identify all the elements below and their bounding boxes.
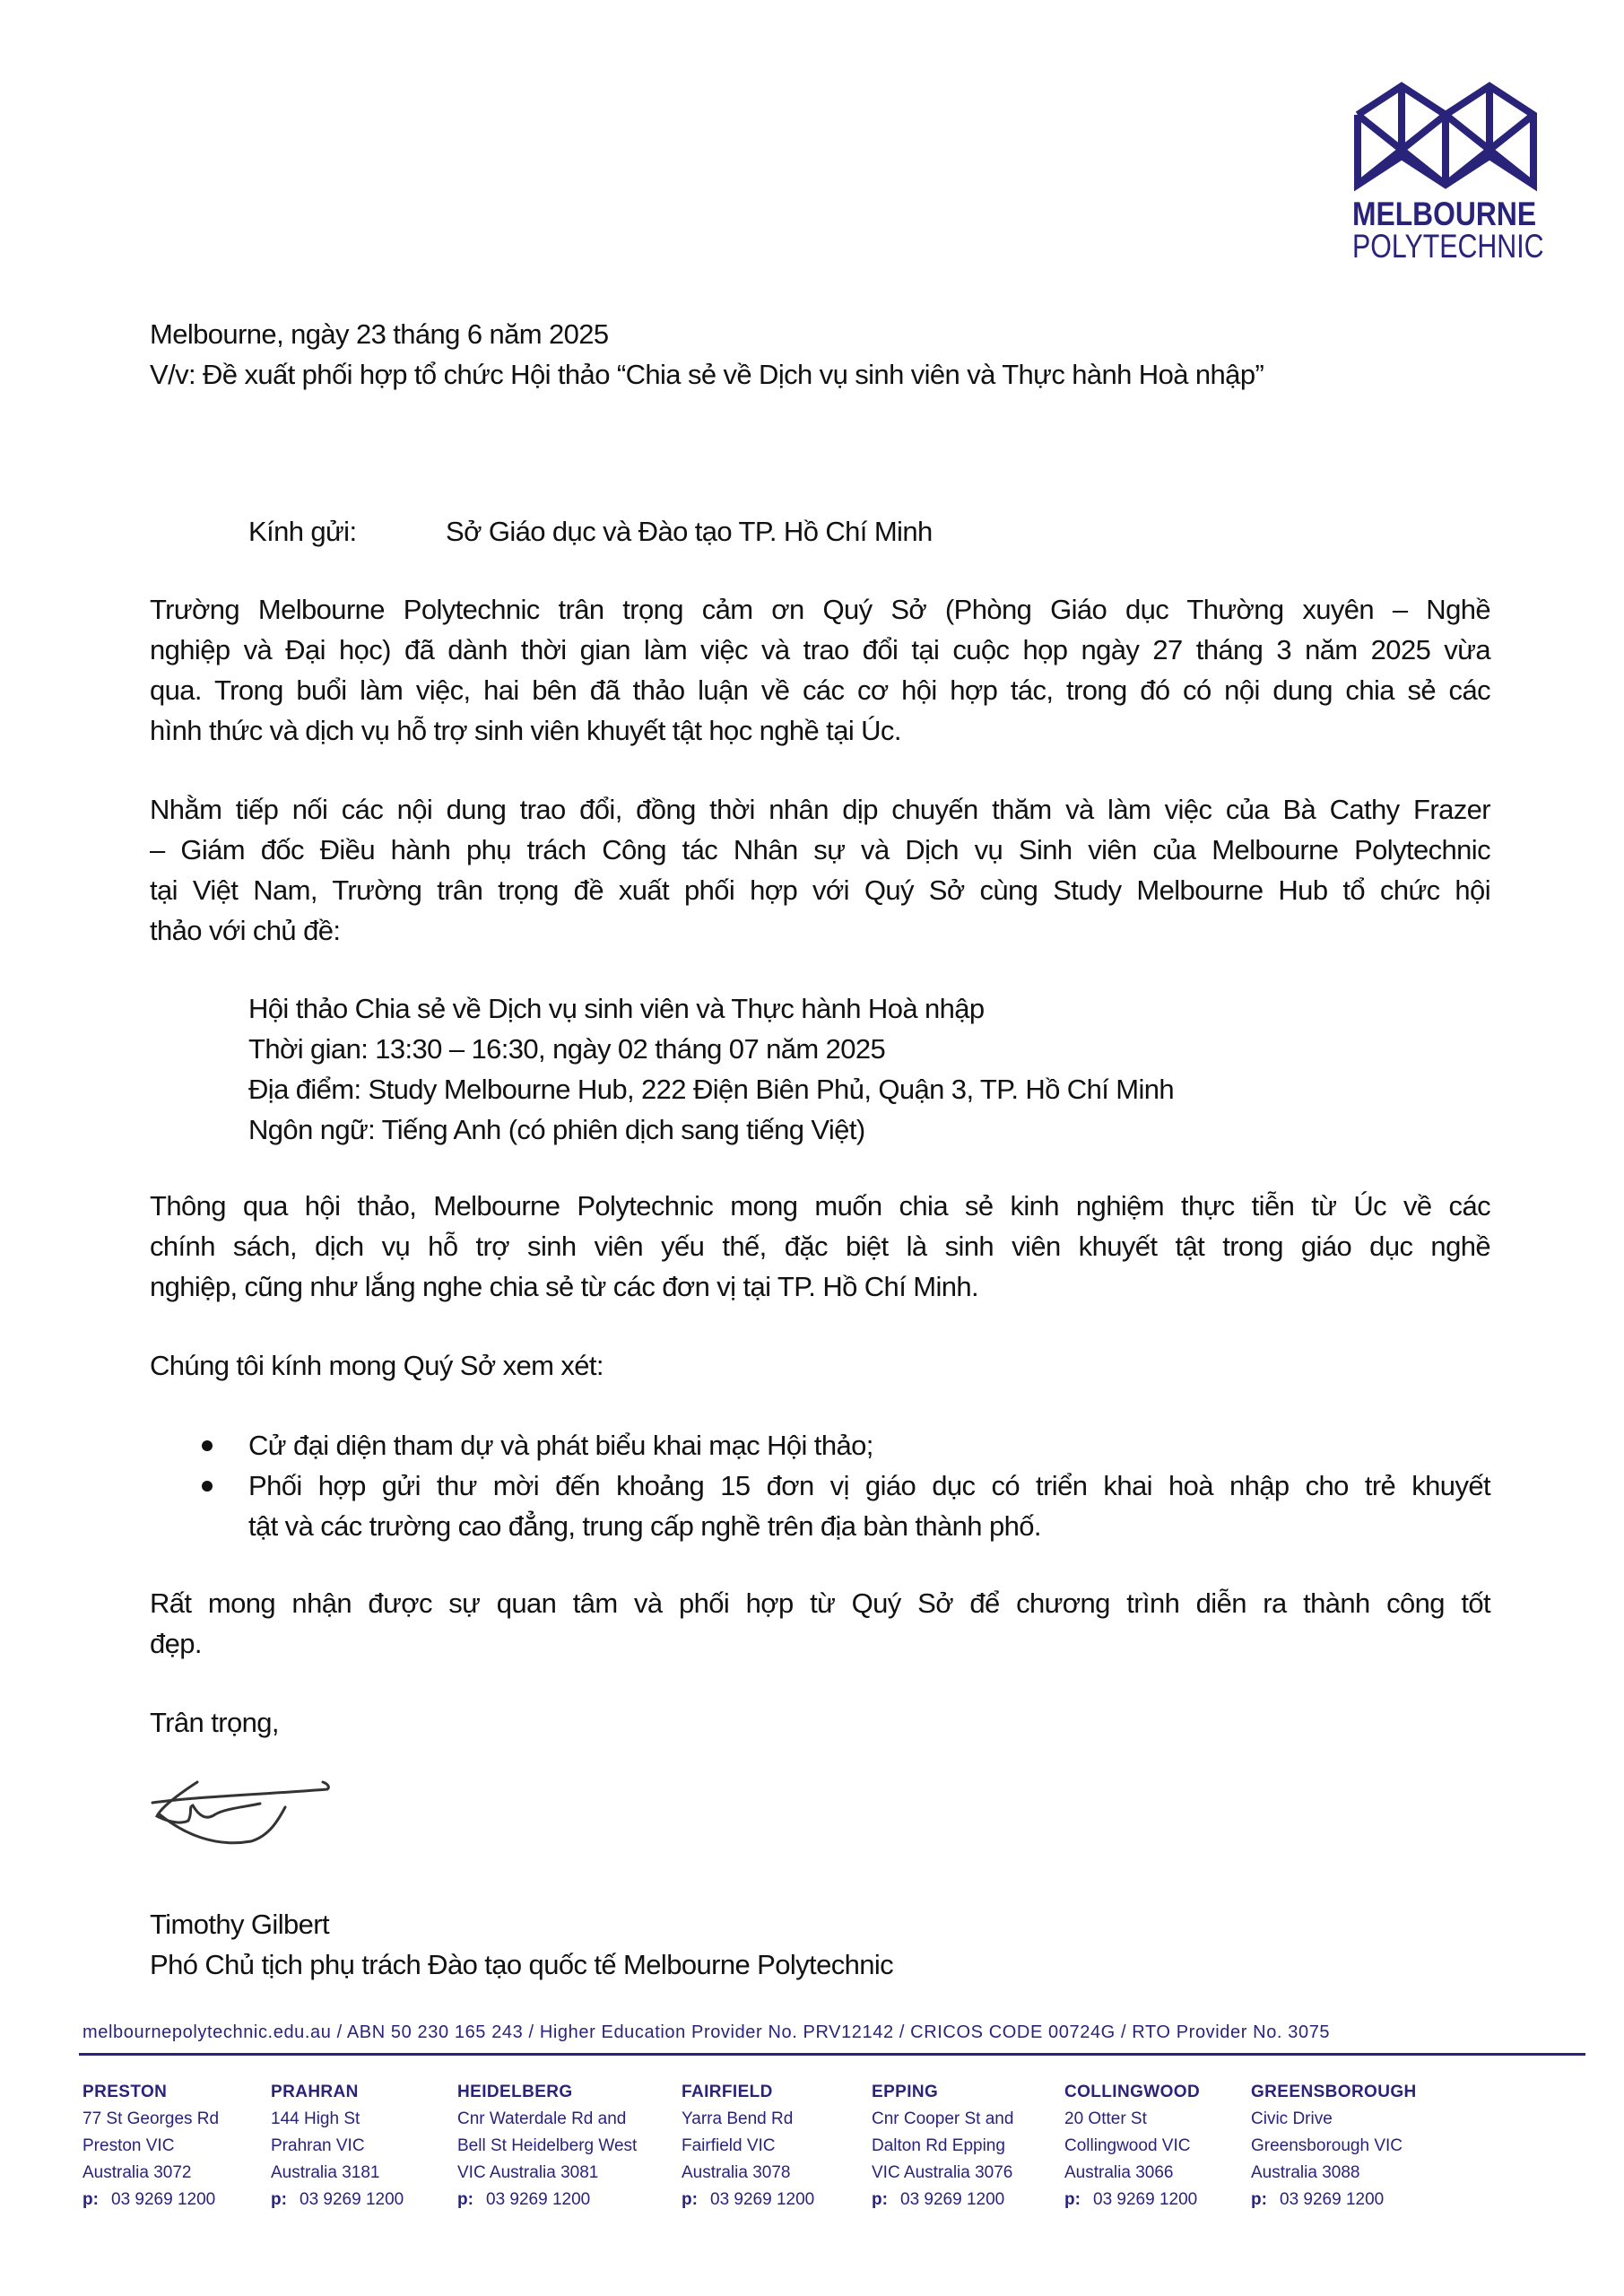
- campus-fairfield: [682, 2079, 814, 2213]
- event-title: Hội thảo Chia sẻ về Dịch vụ sinh viên và Thực hành Hoà nhập: [248, 993, 985, 1024]
- request-intro: Chúng tôi kính mong Quý Sở xem xét:: [150, 1350, 604, 1381]
- campus-name: GREENSBOROUGH: [1251, 2083, 1417, 2101]
- campus-address-line: 144 High St: [271, 2109, 360, 2128]
- campus-address-line: Civic Drive: [1251, 2109, 1333, 2128]
- campus-phone: 03 9269 1200: [1093, 2190, 1198, 2209]
- campus-address-line: VIC Australia 3081: [457, 2163, 599, 2182]
- campus-greensborough: [1251, 2079, 1417, 2213]
- campus-epping: [872, 2079, 1013, 2213]
- campus-address-line: 20 Otter St: [1064, 2109, 1147, 2128]
- logo-mark-icon: [1352, 79, 1542, 196]
- signatory-title: Phó Chủ tịch phụ trách Đào tạo quốc tế Melbourne Polytechnic: [150, 1949, 894, 1980]
- campus-address-line: 77 St Georges Rd: [83, 2109, 220, 2128]
- campus-address-line: Dalton Rd Epping: [872, 2136, 1005, 2155]
- footer-divider: [79, 2053, 1585, 2056]
- paragraph-line: Nhằm tiếp nối các nội dung trao đổi, đồng thời nhân dịp chuyến thăm và làm việc của Bà Cathy Frazer: [150, 794, 1490, 825]
- campus-phone: 03 9269 1200: [486, 2190, 591, 2209]
- paragraph-line: hình thức và dịch vụ hỗ trợ sinh viên khuyết tật học nghề tại Úc.: [150, 715, 901, 746]
- closing-paragraph: [150, 1583, 1490, 1664]
- campus-name: PRESTON: [83, 2083, 168, 2101]
- melbourne-polytechnic-logo: [1352, 79, 1544, 265]
- phone-label: p:: [457, 2190, 473, 2209]
- signatory-name: Timothy Gilbert: [150, 1909, 330, 1940]
- campus-prahran: [271, 2079, 404, 2213]
- paragraph-thanks: [150, 589, 1490, 751]
- phone-label: p:: [1251, 2190, 1267, 2209]
- phone-label: p:: [271, 2190, 287, 2209]
- campus-address-line: VIC Australia 3076: [872, 2163, 1013, 2182]
- campus-address-line: Australia 3072: [83, 2163, 192, 2182]
- paragraph-line: – Giám đốc Điều hành phụ trách Công tác Nhân sự và Dịch vụ Sinh viên của Melbourne Polytechnic: [150, 834, 1490, 865]
- paragraph-line: qua. Trong buổi làm việc, hai bên đã thảo luận về các cơ hội hợp tác, trong đó có nội dung chia sẻ các: [150, 674, 1490, 706]
- campus-name: COLLINGWOOD: [1064, 2083, 1201, 2101]
- campus-address-line: Cnr Waterdale Rd and: [457, 2109, 627, 2128]
- campus-address-line: Fairfield VIC: [682, 2136, 776, 2155]
- campus-heidelberg: [457, 2079, 637, 2213]
- logo-wordmark-line1: MELBOURNE: [1352, 196, 1537, 232]
- campus-name: EPPING: [872, 2083, 939, 2101]
- event-language: Ngôn ngữ: Tiếng Anh (có phiên dịch sang tiếng Việt): [248, 1114, 865, 1145]
- bullet-icon: [202, 1440, 213, 1451]
- paragraph-line: đẹp.: [150, 1628, 202, 1659]
- paragraph-line: Rất mong nhận được sự quan tâm và phối hợp từ Quý Sở để chương trình diễn ra thành công tốt: [150, 1587, 1490, 1619]
- campus-name: PRAHRAN: [271, 2083, 359, 2101]
- regards: Trân trọng,: [150, 1707, 279, 1738]
- bullet-line: tật và các trường cao đẳng, trung cấp nghề trên địa bàn thành phố.: [248, 1510, 1041, 1542]
- campus-phone: 03 9269 1200: [111, 2190, 216, 2209]
- campus-address-line: Australia 3088: [1251, 2163, 1360, 2182]
- phone-label: p:: [682, 2190, 698, 2209]
- campus-address-line: Greensborough VIC: [1251, 2136, 1403, 2155]
- phone-label: p:: [83, 2190, 99, 2209]
- campus-address-line: Yarra Bend Rd: [682, 2109, 794, 2128]
- phone-label: p:: [872, 2190, 888, 2209]
- campus-address-line: Cnr Cooper St and: [872, 2109, 1014, 2128]
- campus-phone: 03 9269 1200: [900, 2190, 1005, 2209]
- bullet-item: [248, 1465, 1490, 1546]
- campus-address-line: Australia 3181: [271, 2163, 380, 2182]
- campus-address-line: Bell St Heidelberg West: [457, 2136, 638, 2155]
- footer-registration-info: melbournepolytechnic.edu.au / ABN 50 230 165 243 / Higher Education Provider No. PRV12142 / CRICOS CODE 00724G / RTO Provider No. 3075: [83, 2022, 1331, 2042]
- paragraph-line: thảo với chủ đề:: [150, 915, 341, 946]
- paragraph-line: nghiệp và Đại học) đã dành thời gian làm việc và trao đổi tại cuộc họp ngày 27 tháng 3 năm 2025 vừa: [150, 634, 1490, 665]
- paragraph-line: nghiệp, cũng như lắng nghe chia sẻ từ các đơn vị tại TP. Hồ Chí Minh.: [150, 1271, 979, 1302]
- paragraph-proposal: [150, 789, 1490, 951]
- campus-phone: 03 9269 1200: [1280, 2190, 1385, 2209]
- event-location: Địa điểm: Study Melbourne Hub, 222 Điện Biên Phủ, Quận 3, TP. Hồ Chí Minh: [248, 1074, 1175, 1105]
- paragraph-line: chính sách, dịch vụ hỗ trợ sinh viên yếu thế, đặc biệt là sinh viên khuyết tật trong giáo dục nghề: [150, 1231, 1490, 1262]
- campus-address-line: Australia 3066: [1064, 2163, 1174, 2182]
- campus-name: HEIDELBERG: [457, 2083, 573, 2101]
- campus-address-line: Prahran VIC: [271, 2136, 365, 2155]
- date-line: Melbourne, ngày 23 tháng 6 năm 2025: [150, 318, 609, 350]
- campus-phone: 03 9269 1200: [300, 2190, 404, 2209]
- paragraph-line: tại Việt Nam, Trường trân trọng đề xuất phối hợp với Quý Sở cùng Study Melbourne Hub tổ chức hội: [150, 874, 1490, 906]
- logo-wordmark-line2: POLYTECHNIC: [1352, 228, 1544, 265]
- campus-collingwood: [1064, 2079, 1200, 2213]
- paragraph-line: Trường Melbourne Polytechnic trân trọng cảm ơn Quý Sở (Phòng Giáo dục Thường xuyên – Nghề: [150, 594, 1490, 625]
- subject-line: V/v: Đề xuất phối hợp tổ chức Hội thảo “Chia sẻ về Dịch vụ sinh viên và Thực hành Hoà nhập”: [150, 359, 1264, 390]
- campus-preston: [83, 2079, 219, 2213]
- campus-name: FAIRFIELD: [682, 2083, 773, 2101]
- campus-address-line: Collingwood VIC: [1064, 2136, 1191, 2155]
- recipient-label: Kính gửi:: [248, 516, 357, 547]
- bullet-line: Phối hợp gửi thư mời đến khoảng 15 đơn vị giáo dục có triển khai hoà nhập cho trẻ khuyết: [248, 1470, 1490, 1501]
- paragraph-line: Thông qua hội thảo, Melbourne Polytechnic mong muốn chia sẻ kinh nghiệm thực tiễn từ Úc về các: [150, 1190, 1490, 1222]
- campus-address-line: Australia 3078: [682, 2163, 791, 2182]
- event-time: Thời gian: 13:30 – 16:30, ngày 02 tháng 07 năm 2025: [248, 1033, 886, 1065]
- campus-address-line: Preston VIC: [83, 2136, 175, 2155]
- bullet-item: Cử đại diện tham dự và phát biểu khai mạc Hội thảo;: [248, 1430, 873, 1461]
- phone-label: p:: [1064, 2190, 1081, 2209]
- campus-phone: 03 9269 1200: [710, 2190, 815, 2209]
- bullet-icon: [202, 1481, 213, 1492]
- paragraph-purpose: [150, 1186, 1490, 1307]
- recipient-name: Sở Giáo dục và Đào tạo TP. Hồ Chí Minh: [446, 516, 933, 547]
- handwritten-signature: [143, 1771, 332, 1852]
